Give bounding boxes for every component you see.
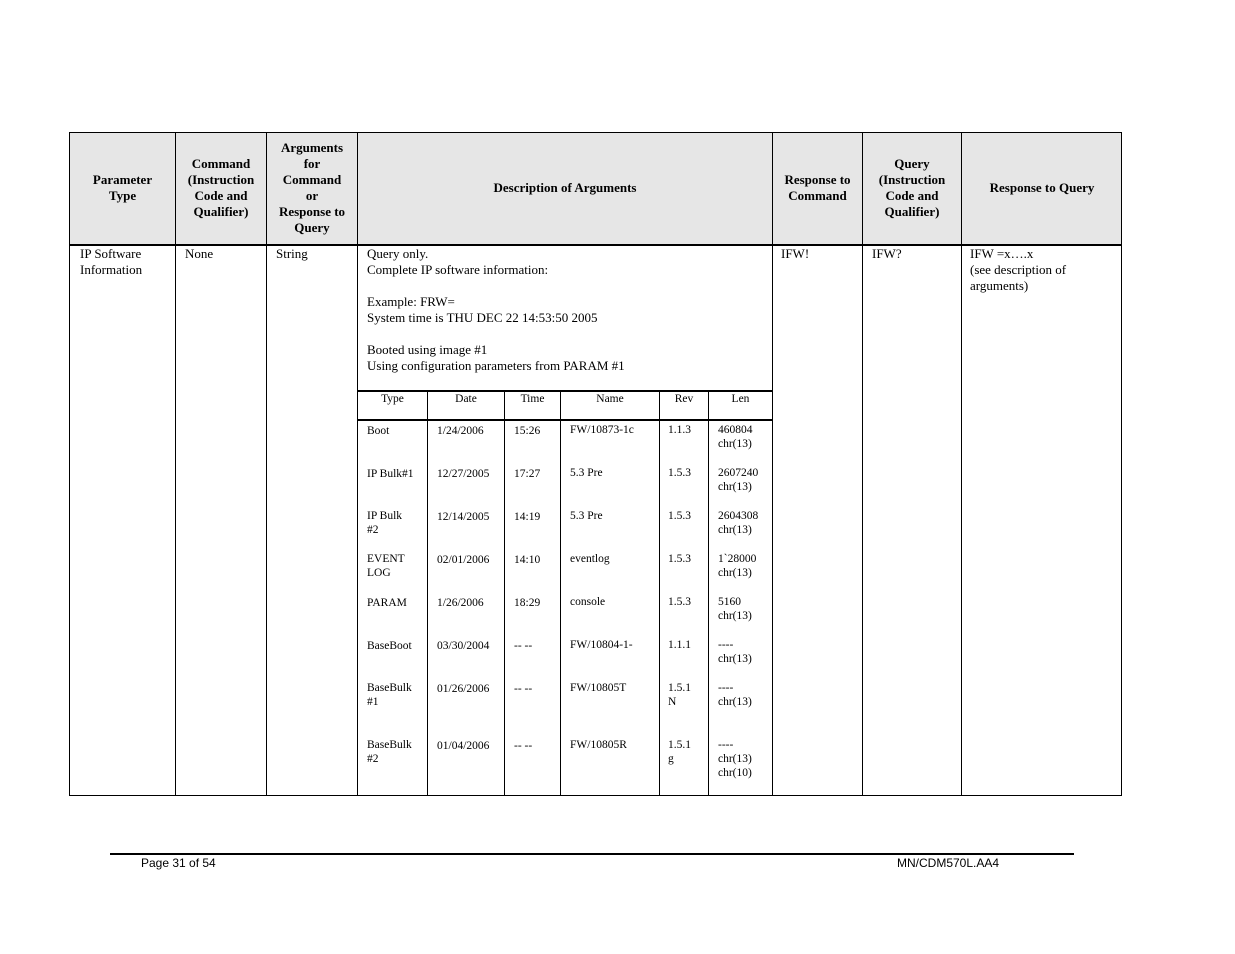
cell-description: Query only. Complete IP software information: Example: FRW= System time is THU DEC 22 14:53:50 2005 Booted using image #1 Using configuration parameters from PARAM #1 — [367, 246, 625, 373]
subtable-cell-type: BaseBulk #2 — [367, 739, 412, 765]
subtable-cell-len: ---- chr(13) — [718, 639, 752, 665]
subtable-cell-date: 01/04/2006 — [437, 740, 490, 752]
header-arguments: Arguments for Command or Response to Query — [278, 140, 346, 235]
subtable-cell-rev: 1.5.1 N — [668, 682, 691, 708]
subtable-cell-name: FW/10804-1- — [570, 639, 633, 651]
subtable-cell-rev: 1.1.3 — [668, 424, 691, 436]
subtable-cell-name: 5.3 Pre — [570, 467, 603, 479]
cell-command: None — [185, 246, 214, 261]
header-description: Description of Arguments — [493, 180, 637, 195]
subtable-cell-time: -- -- — [514, 683, 533, 695]
header-response-command: Response to Command — [784, 172, 851, 203]
subtable-cell-date: 12/27/2005 — [437, 468, 490, 480]
subtable-cell-time: -- -- — [514, 740, 533, 752]
subtable-cell-len: 2607240 chr(13) — [718, 467, 759, 493]
subtable-cell-len: ---- chr(13) chr(10) — [718, 739, 752, 779]
header-command: Command (Instruction Code and Qualifier) — [187, 156, 255, 219]
subtable-cell-time: 18:29 — [514, 597, 541, 609]
subtable-cell-date: 1/26/2006 — [437, 597, 484, 609]
subtable-cell-name: FW/10873-1c — [570, 424, 634, 436]
subtable-cell-time: 15:26 — [514, 425, 541, 437]
subtable-cell-name: console — [570, 596, 606, 608]
subtable-cell-type: EVENT LOG — [367, 553, 405, 579]
subtable-cell-date: 12/14/2005 — [437, 511, 490, 523]
subtable-cell-len: 2604308 chr(13) — [718, 510, 759, 536]
subtable-cell-type: PARAM — [367, 597, 407, 609]
subtable-cell-len: 1`28000 chr(13) — [718, 553, 757, 579]
subtable-cell-date: 01/26/2006 — [437, 683, 490, 695]
subtable-header-date: Date — [455, 393, 477, 405]
subtable-column-divider — [560, 390, 561, 796]
subtable-top-border — [357, 390, 772, 392]
subtable-cell-rev: 1.5.3 — [668, 596, 691, 608]
subtable-cell-type: IP Bulk#1 — [367, 468, 414, 480]
subtable-cell-time: 14:10 — [514, 554, 541, 566]
subtable-header-time: Time — [520, 393, 545, 405]
subtable-cell-type: BaseBoot — [367, 640, 412, 652]
header-parameter-type: Parameter Type — [92, 172, 153, 203]
subtable-cell-len: ---- chr(13) — [718, 682, 752, 708]
subtable-cell-time: -- -- — [514, 640, 533, 652]
header-response-query: Response to Query — [989, 180, 1095, 195]
document-id: MN/CDM570L.AA4 — [897, 856, 1000, 870]
subtable-cell-date: 02/01/2006 — [437, 554, 490, 566]
subtable-cell-len: 460804 chr(13) — [718, 424, 753, 450]
subtable-cell-date: 03/30/2004 — [437, 640, 490, 652]
subtable-cell-rev: 1.5.1 g — [668, 739, 691, 765]
subtable-cell-rev: 1.5.3 — [668, 553, 691, 565]
subtable-header-divider — [357, 419, 772, 421]
subtable-cell-type: Boot — [367, 425, 390, 437]
subtable-header-len: Len — [731, 393, 750, 405]
subtable-cell-time: 14:19 — [514, 511, 541, 523]
cell-arguments: String — [276, 246, 308, 261]
cell-response-query: IFW =x….x (see description of arguments) — [970, 246, 1067, 293]
subtable-cell-len: 5160 chr(13) — [718, 596, 752, 622]
subtable-cell-time: 17:27 — [514, 468, 541, 480]
cell-parameter-type: IP Software Information — [80, 246, 143, 277]
subtable-cell-name: eventlog — [570, 553, 610, 565]
subtable-header-rev: Rev — [674, 393, 694, 405]
footer-rule — [110, 853, 1074, 855]
subtable-column-divider — [659, 390, 660, 796]
subtable-cell-rev: 1.1.1 — [668, 639, 691, 651]
subtable-cell-date: 1/24/2006 — [437, 425, 484, 437]
subtable-cell-name: FW/10805T — [570, 682, 627, 694]
subtable-header-type: Type — [381, 393, 404, 405]
subtable-column-divider — [708, 390, 709, 796]
subtable-cell-name: FW/10805R — [570, 739, 627, 751]
cell-response-command: IFW! — [781, 246, 810, 261]
subtable-cell-rev: 1.5.3 — [668, 510, 691, 522]
subtable-header-name: Name — [596, 393, 624, 405]
subtable-cell-type: IP Bulk #2 — [367, 510, 403, 536]
subtable-column-divider — [427, 390, 428, 796]
cell-query: IFW? — [872, 246, 902, 261]
subtable-cell-type: BaseBulk #1 — [367, 682, 412, 708]
page-number: Page 31 of 54 — [141, 856, 216, 870]
subtable-cell-rev: 1.5.3 — [668, 467, 691, 479]
header-query: Query (Instruction Code and Qualifier) — [878, 156, 946, 219]
subtable-cell-name: 5.3 Pre — [570, 510, 603, 522]
subtable-column-divider — [504, 390, 505, 796]
